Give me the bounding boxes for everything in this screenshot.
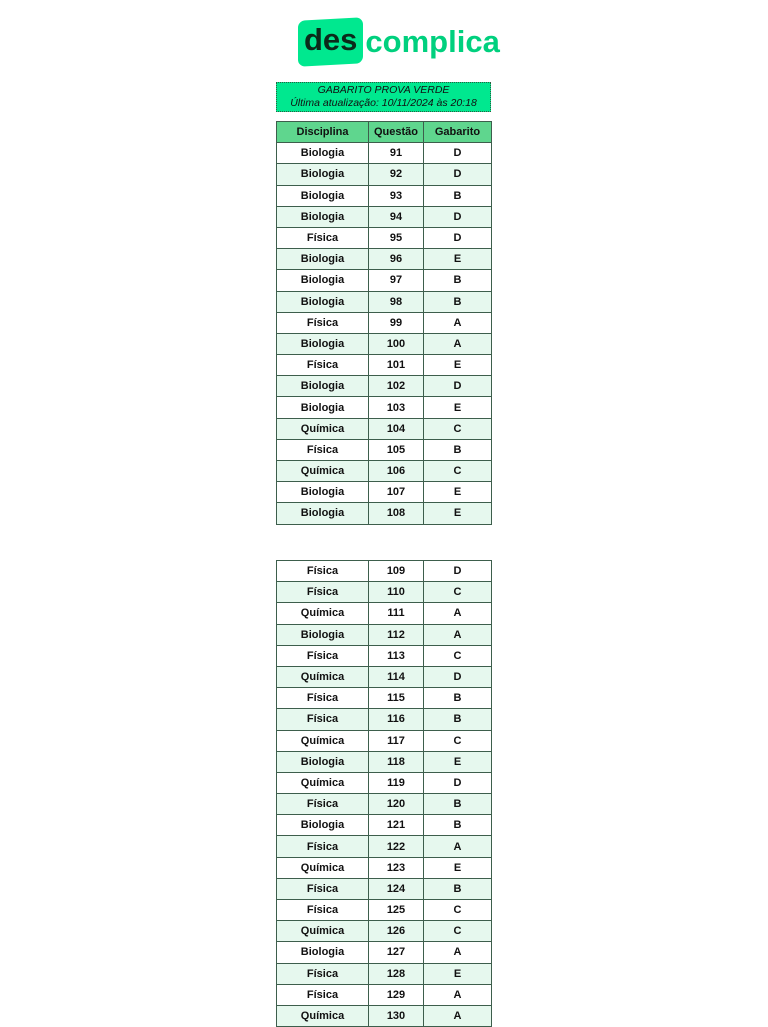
cell-questao: 123: [369, 857, 424, 878]
cell-questao: 114: [369, 666, 424, 687]
cell-gabarito: E: [424, 249, 492, 270]
cell-disciplina: Biologia: [277, 376, 369, 397]
cell-questao: 104: [369, 418, 424, 439]
cell-gabarito: C: [424, 461, 492, 482]
cell-disciplina: Biologia: [277, 624, 369, 645]
cell-gabarito: B: [424, 688, 492, 709]
cell-gabarito: B: [424, 709, 492, 730]
table-row: [277, 482, 492, 503]
table-row: [277, 291, 492, 312]
cell-disciplina: Biologia: [277, 482, 369, 503]
cell-questao: 95: [369, 227, 424, 248]
table-row: [277, 645, 492, 666]
header-gabarito: Gabarito: [424, 122, 492, 143]
table-row: [277, 984, 492, 1005]
cell-questao: 93: [369, 185, 424, 206]
cell-gabarito: B: [424, 439, 492, 460]
cell-gabarito: E: [424, 503, 492, 524]
cell-disciplina: Química: [277, 418, 369, 439]
table-row: [277, 439, 492, 460]
cell-disciplina: Física: [277, 582, 369, 603]
table-row: [277, 794, 492, 815]
cell-disciplina: Biologia: [277, 942, 369, 963]
cell-disciplina: Física: [277, 688, 369, 709]
table-row: [277, 206, 492, 227]
cell-gabarito: A: [424, 624, 492, 645]
cell-gabarito: D: [424, 143, 492, 164]
table-row: [277, 603, 492, 624]
cell-questao: 109: [369, 561, 424, 582]
cell-questao: 91: [369, 143, 424, 164]
cell-gabarito: B: [424, 815, 492, 836]
cell-gabarito: D: [424, 772, 492, 793]
table-row: [277, 376, 492, 397]
cell-questao: 103: [369, 397, 424, 418]
cell-disciplina: Biologia: [277, 503, 369, 524]
cell-gabarito: D: [424, 666, 492, 687]
cell-disciplina: Biologia: [277, 270, 369, 291]
table-row: [277, 624, 492, 645]
table-row: [277, 900, 492, 921]
table-row: [277, 397, 492, 418]
cell-questao: 97: [369, 270, 424, 291]
cell-disciplina: Física: [277, 439, 369, 460]
table-row: [277, 942, 492, 963]
cell-questao: 116: [369, 709, 424, 730]
cell-gabarito: E: [424, 751, 492, 772]
header-questao: Questão: [369, 122, 424, 143]
table-row: [277, 857, 492, 878]
table-row: [277, 227, 492, 248]
cell-questao: 110: [369, 582, 424, 603]
cell-questao: 120: [369, 794, 424, 815]
table-row: [277, 418, 492, 439]
cell-disciplina: Biologia: [277, 249, 369, 270]
cell-disciplina: Física: [277, 963, 369, 984]
table-row: [277, 312, 492, 333]
cell-questao: 115: [369, 688, 424, 709]
cell-questao: 113: [369, 645, 424, 666]
table-row: [277, 333, 492, 354]
header-disciplina: Disciplina: [277, 122, 369, 143]
cell-disciplina: Biologia: [277, 333, 369, 354]
table-row: [277, 730, 492, 751]
cell-gabarito: B: [424, 185, 492, 206]
cell-disciplina: Química: [277, 921, 369, 942]
cell-gabarito: A: [424, 333, 492, 354]
cell-questao: 128: [369, 963, 424, 984]
cell-disciplina: Química: [277, 603, 369, 624]
cell-questao: 107: [369, 482, 424, 503]
cell-questao: 99: [369, 312, 424, 333]
cell-disciplina: Química: [277, 857, 369, 878]
cell-gabarito: C: [424, 730, 492, 751]
cell-disciplina: Física: [277, 836, 369, 857]
cell-disciplina: Física: [277, 312, 369, 333]
table-row: [277, 836, 492, 857]
cell-disciplina: Física: [277, 227, 369, 248]
cell-gabarito: C: [424, 921, 492, 942]
cell-questao: 108: [369, 503, 424, 524]
cell-disciplina: Física: [277, 355, 369, 376]
cell-questao: 126: [369, 921, 424, 942]
cell-gabarito: D: [424, 376, 492, 397]
cell-questao: 117: [369, 730, 424, 751]
cell-disciplina: Química: [277, 666, 369, 687]
table-row: [277, 582, 492, 603]
cell-gabarito: B: [424, 878, 492, 899]
table-row: [277, 185, 492, 206]
cell-disciplina: Biologia: [277, 815, 369, 836]
cell-questao: 101: [369, 355, 424, 376]
table-header-row: [277, 122, 492, 143]
logo-box: des: [298, 17, 363, 66]
table-row: [277, 143, 492, 164]
cell-gabarito: C: [424, 582, 492, 603]
cell-gabarito: A: [424, 836, 492, 857]
cell-questao: 121: [369, 815, 424, 836]
cell-questao: 112: [369, 624, 424, 645]
cell-disciplina: Química: [277, 1005, 369, 1026]
table-row: [277, 688, 492, 709]
table-row: [277, 815, 492, 836]
cell-gabarito: D: [424, 164, 492, 185]
table-row: [277, 666, 492, 687]
cell-questao: 92: [369, 164, 424, 185]
answer-key-banner: [276, 82, 491, 112]
table-row: [277, 751, 492, 772]
cell-questao: 100: [369, 333, 424, 354]
table-row: [277, 249, 492, 270]
table-row: [277, 921, 492, 942]
cell-disciplina: Química: [277, 461, 369, 482]
cell-gabarito: E: [424, 397, 492, 418]
table-row: [277, 878, 492, 899]
cell-gabarito: A: [424, 1005, 492, 1026]
cell-gabarito: B: [424, 291, 492, 312]
logo-text: complica: [365, 24, 500, 59]
cell-disciplina: Biologia: [277, 397, 369, 418]
cell-disciplina: Química: [277, 730, 369, 751]
cell-gabarito: C: [424, 900, 492, 921]
cell-gabarito: A: [424, 312, 492, 333]
table-row: [277, 461, 492, 482]
cell-disciplina: Biologia: [277, 291, 369, 312]
cell-gabarito: E: [424, 963, 492, 984]
cell-gabarito: A: [424, 942, 492, 963]
cell-gabarito: D: [424, 227, 492, 248]
cell-disciplina: Biologia: [277, 143, 369, 164]
answer-table-part2: [276, 560, 492, 1027]
cell-gabarito: D: [424, 206, 492, 227]
answer-table-part1: [276, 121, 492, 525]
cell-questao: 111: [369, 603, 424, 624]
cell-gabarito: A: [424, 984, 492, 1005]
cell-questao: 124: [369, 878, 424, 899]
table-row: [277, 963, 492, 984]
cell-gabarito: A: [424, 603, 492, 624]
cell-disciplina: Física: [277, 794, 369, 815]
cell-questao: 105: [369, 439, 424, 460]
cell-questao: 94: [369, 206, 424, 227]
cell-questao: 119: [369, 772, 424, 793]
cell-questao: 127: [369, 942, 424, 963]
cell-disciplina: Química: [277, 772, 369, 793]
cell-gabarito: B: [424, 794, 492, 815]
cell-disciplina: Biologia: [277, 751, 369, 772]
table-row: [277, 1005, 492, 1026]
cell-gabarito: C: [424, 418, 492, 439]
table-row: [277, 270, 492, 291]
table-row: [277, 503, 492, 524]
cell-gabarito: C: [424, 645, 492, 666]
cell-questao: 130: [369, 1005, 424, 1026]
cell-questao: 122: [369, 836, 424, 857]
cell-questao: 118: [369, 751, 424, 772]
cell-disciplina: Física: [277, 984, 369, 1005]
cell-gabarito: E: [424, 355, 492, 376]
cell-gabarito: B: [424, 270, 492, 291]
table-row: [277, 164, 492, 185]
table-row: [277, 709, 492, 730]
cell-disciplina: Biologia: [277, 206, 369, 227]
cell-gabarito: E: [424, 482, 492, 503]
cell-gabarito: E: [424, 857, 492, 878]
cell-questao: 125: [369, 900, 424, 921]
cell-questao: 96: [369, 249, 424, 270]
cell-disciplina: Física: [277, 900, 369, 921]
descomplica-logo: [298, 16, 500, 68]
cell-disciplina: Física: [277, 645, 369, 666]
cell-questao: 129: [369, 984, 424, 1005]
banner-updated: Última atualização: 10/11/2024 às 20:18: [290, 97, 477, 109]
banner-title: GABARITO PROVA VERDE: [317, 84, 450, 96]
cell-questao: 106: [369, 461, 424, 482]
cell-gabarito: D: [424, 561, 492, 582]
table-row: [277, 561, 492, 582]
cell-questao: 98: [369, 291, 424, 312]
table-row: [277, 772, 492, 793]
cell-disciplina: Física: [277, 709, 369, 730]
cell-disciplina: Física: [277, 878, 369, 899]
cell-disciplina: Física: [277, 561, 369, 582]
table-row: [277, 355, 492, 376]
cell-disciplina: Biologia: [277, 185, 369, 206]
cell-questao: 102: [369, 376, 424, 397]
cell-disciplina: Biologia: [277, 164, 369, 185]
